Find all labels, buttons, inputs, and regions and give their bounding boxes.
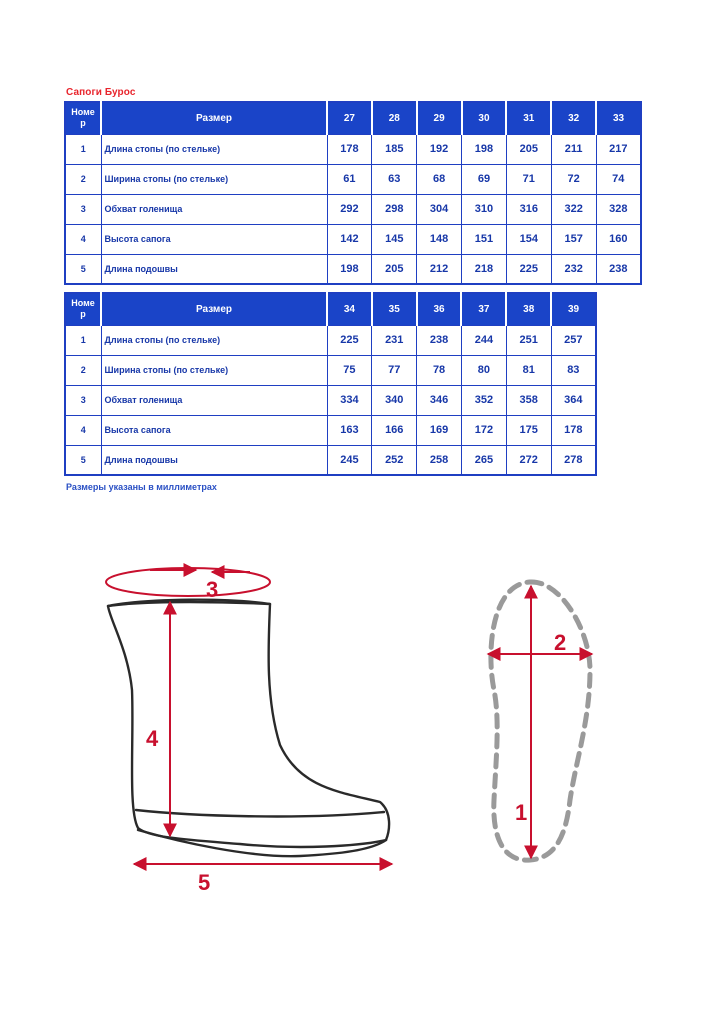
value-cell: 154	[506, 224, 551, 254]
size-header-cell: 36	[417, 293, 462, 325]
value-cell: 340	[372, 385, 417, 415]
value-cell: 198	[462, 134, 507, 164]
value-cell: 251	[506, 325, 551, 355]
row-number-cell: 1	[65, 325, 101, 355]
size-header-cell: 39	[551, 293, 596, 325]
row-label-cell: Длина стопы (по стельке)	[101, 325, 327, 355]
value-cell: 68	[417, 164, 462, 194]
value-cell: 364	[551, 385, 596, 415]
value-cell: 238	[596, 254, 641, 284]
value-cell: 69	[462, 164, 507, 194]
value-cell: 334	[327, 385, 372, 415]
value-cell: 292	[327, 194, 372, 224]
value-cell: 61	[327, 164, 372, 194]
measure-2-label: 2	[554, 630, 567, 655]
value-cell: 205	[372, 254, 417, 284]
value-cell: 80	[461, 355, 506, 385]
boot-shaft-outline	[108, 602, 389, 847]
value-cell: 217	[596, 134, 641, 164]
value-cell: 151	[462, 224, 507, 254]
row-number-cell: 3	[65, 194, 101, 224]
value-cell: 211	[551, 134, 596, 164]
boot-sole-bottom	[138, 830, 386, 856]
row-label-cell: Высота сапога	[101, 415, 327, 445]
measure-4-label: 4	[146, 726, 159, 751]
value-cell: 231	[372, 325, 417, 355]
row-number-cell: 5	[65, 254, 101, 284]
row-number-cell: 4	[65, 224, 101, 254]
value-cell: 169	[417, 415, 462, 445]
table-row	[65, 254, 641, 284]
value-cell: 298	[372, 194, 417, 224]
value-cell: 225	[327, 325, 372, 355]
value-cell: 83	[551, 355, 596, 385]
row-label-cell: Длина подошвы	[101, 445, 327, 475]
table-row	[65, 134, 641, 164]
size-header-cell: 30	[462, 102, 507, 134]
number-column-header	[65, 293, 101, 325]
value-cell: 346	[417, 385, 462, 415]
value-cell: 218	[462, 254, 507, 284]
row-label-cell: Высота сапога	[101, 224, 327, 254]
units-note: Размеры указаны в миллиметрах	[66, 482, 217, 492]
value-cell: 328	[596, 194, 641, 224]
value-cell: 81	[506, 355, 551, 385]
measure-3-label: 3	[206, 577, 219, 602]
page-title: Сапоги Бурос	[66, 87, 136, 98]
value-cell: 225	[506, 254, 551, 284]
measure-1-label: 1	[515, 800, 528, 825]
size-column-header: Размер	[101, 102, 327, 134]
row-number-cell: 2	[65, 164, 101, 194]
measurement-diagram	[0, 540, 709, 920]
value-cell: 192	[417, 134, 462, 164]
size-header-cell: 28	[372, 102, 417, 134]
row-label-cell: Длина стопы (по стельке)	[101, 134, 327, 164]
size-header-cell: 37	[461, 293, 506, 325]
insole-outline	[491, 582, 590, 860]
size-header-cell: 31	[506, 102, 551, 134]
table-row	[65, 445, 596, 475]
value-cell: 142	[327, 224, 372, 254]
value-cell: 258	[417, 445, 462, 475]
value-cell: 166	[372, 415, 417, 445]
value-cell: 205	[506, 134, 551, 164]
value-cell: 63	[372, 164, 417, 194]
value-cell: 265	[461, 445, 506, 475]
value-cell: 77	[372, 355, 417, 385]
value-cell: 145	[372, 224, 417, 254]
table-row	[65, 194, 641, 224]
row-label-cell: Длина подошвы	[101, 254, 327, 284]
size-header-cell: 38	[506, 293, 551, 325]
value-cell: 148	[417, 224, 462, 254]
value-cell: 78	[417, 355, 462, 385]
row-number-cell: 5	[65, 445, 101, 475]
size-header-cell: 35	[372, 293, 417, 325]
table-row	[65, 224, 641, 254]
row-number-cell: 2	[65, 355, 101, 385]
value-cell: 163	[327, 415, 372, 445]
size-header-cell: 27	[327, 102, 372, 134]
value-cell: 322	[551, 194, 596, 224]
size-table-2	[64, 292, 597, 476]
value-cell: 71	[506, 164, 551, 194]
size-column-header: Размер	[101, 293, 327, 325]
value-cell: 178	[327, 134, 372, 164]
value-cell: 185	[372, 134, 417, 164]
table-row	[65, 355, 596, 385]
number-header-text: Номе р	[71, 107, 95, 129]
value-cell: 358	[506, 385, 551, 415]
table-row	[65, 325, 596, 355]
table-header-row	[65, 293, 596, 325]
table-row	[65, 415, 596, 445]
boot-sole-line	[136, 810, 384, 816]
value-cell: 352	[461, 385, 506, 415]
table-header-row	[65, 102, 641, 134]
value-cell: 157	[551, 224, 596, 254]
value-cell: 232	[551, 254, 596, 284]
size-header-cell: 29	[417, 102, 462, 134]
table-row	[65, 164, 641, 194]
value-cell: 316	[506, 194, 551, 224]
table-row	[65, 385, 596, 415]
row-label-cell: Обхват голенища	[101, 385, 327, 415]
row-label-cell: Ширина стопы (по стельке)	[101, 355, 327, 385]
size-table-1	[64, 101, 642, 285]
value-cell: 278	[551, 445, 596, 475]
number-header-text: Номе р	[71, 298, 95, 320]
value-cell: 175	[506, 415, 551, 445]
value-cell: 310	[462, 194, 507, 224]
size-header-cell: 34	[327, 293, 372, 325]
size-header-cell: 33	[596, 102, 641, 134]
value-cell: 74	[596, 164, 641, 194]
row-number-cell: 3	[65, 385, 101, 415]
value-cell: 257	[551, 325, 596, 355]
value-cell: 160	[596, 224, 641, 254]
value-cell: 252	[372, 445, 417, 475]
size-header-cell: 32	[551, 102, 596, 134]
value-cell: 245	[327, 445, 372, 475]
value-cell: 172	[461, 415, 506, 445]
value-cell: 72	[551, 164, 596, 194]
row-number-cell: 4	[65, 415, 101, 445]
value-cell: 178	[551, 415, 596, 445]
row-number-cell: 1	[65, 134, 101, 164]
measure-5-label: 5	[198, 870, 211, 895]
number-column-header	[65, 102, 101, 134]
value-cell: 212	[417, 254, 462, 284]
value-cell: 304	[417, 194, 462, 224]
row-label-cell: Ширина стопы (по стельке)	[101, 164, 327, 194]
value-cell: 238	[417, 325, 462, 355]
value-cell: 198	[327, 254, 372, 284]
value-cell: 75	[327, 355, 372, 385]
value-cell: 272	[506, 445, 551, 475]
row-label-cell: Обхват голенища	[101, 194, 327, 224]
value-cell: 244	[461, 325, 506, 355]
